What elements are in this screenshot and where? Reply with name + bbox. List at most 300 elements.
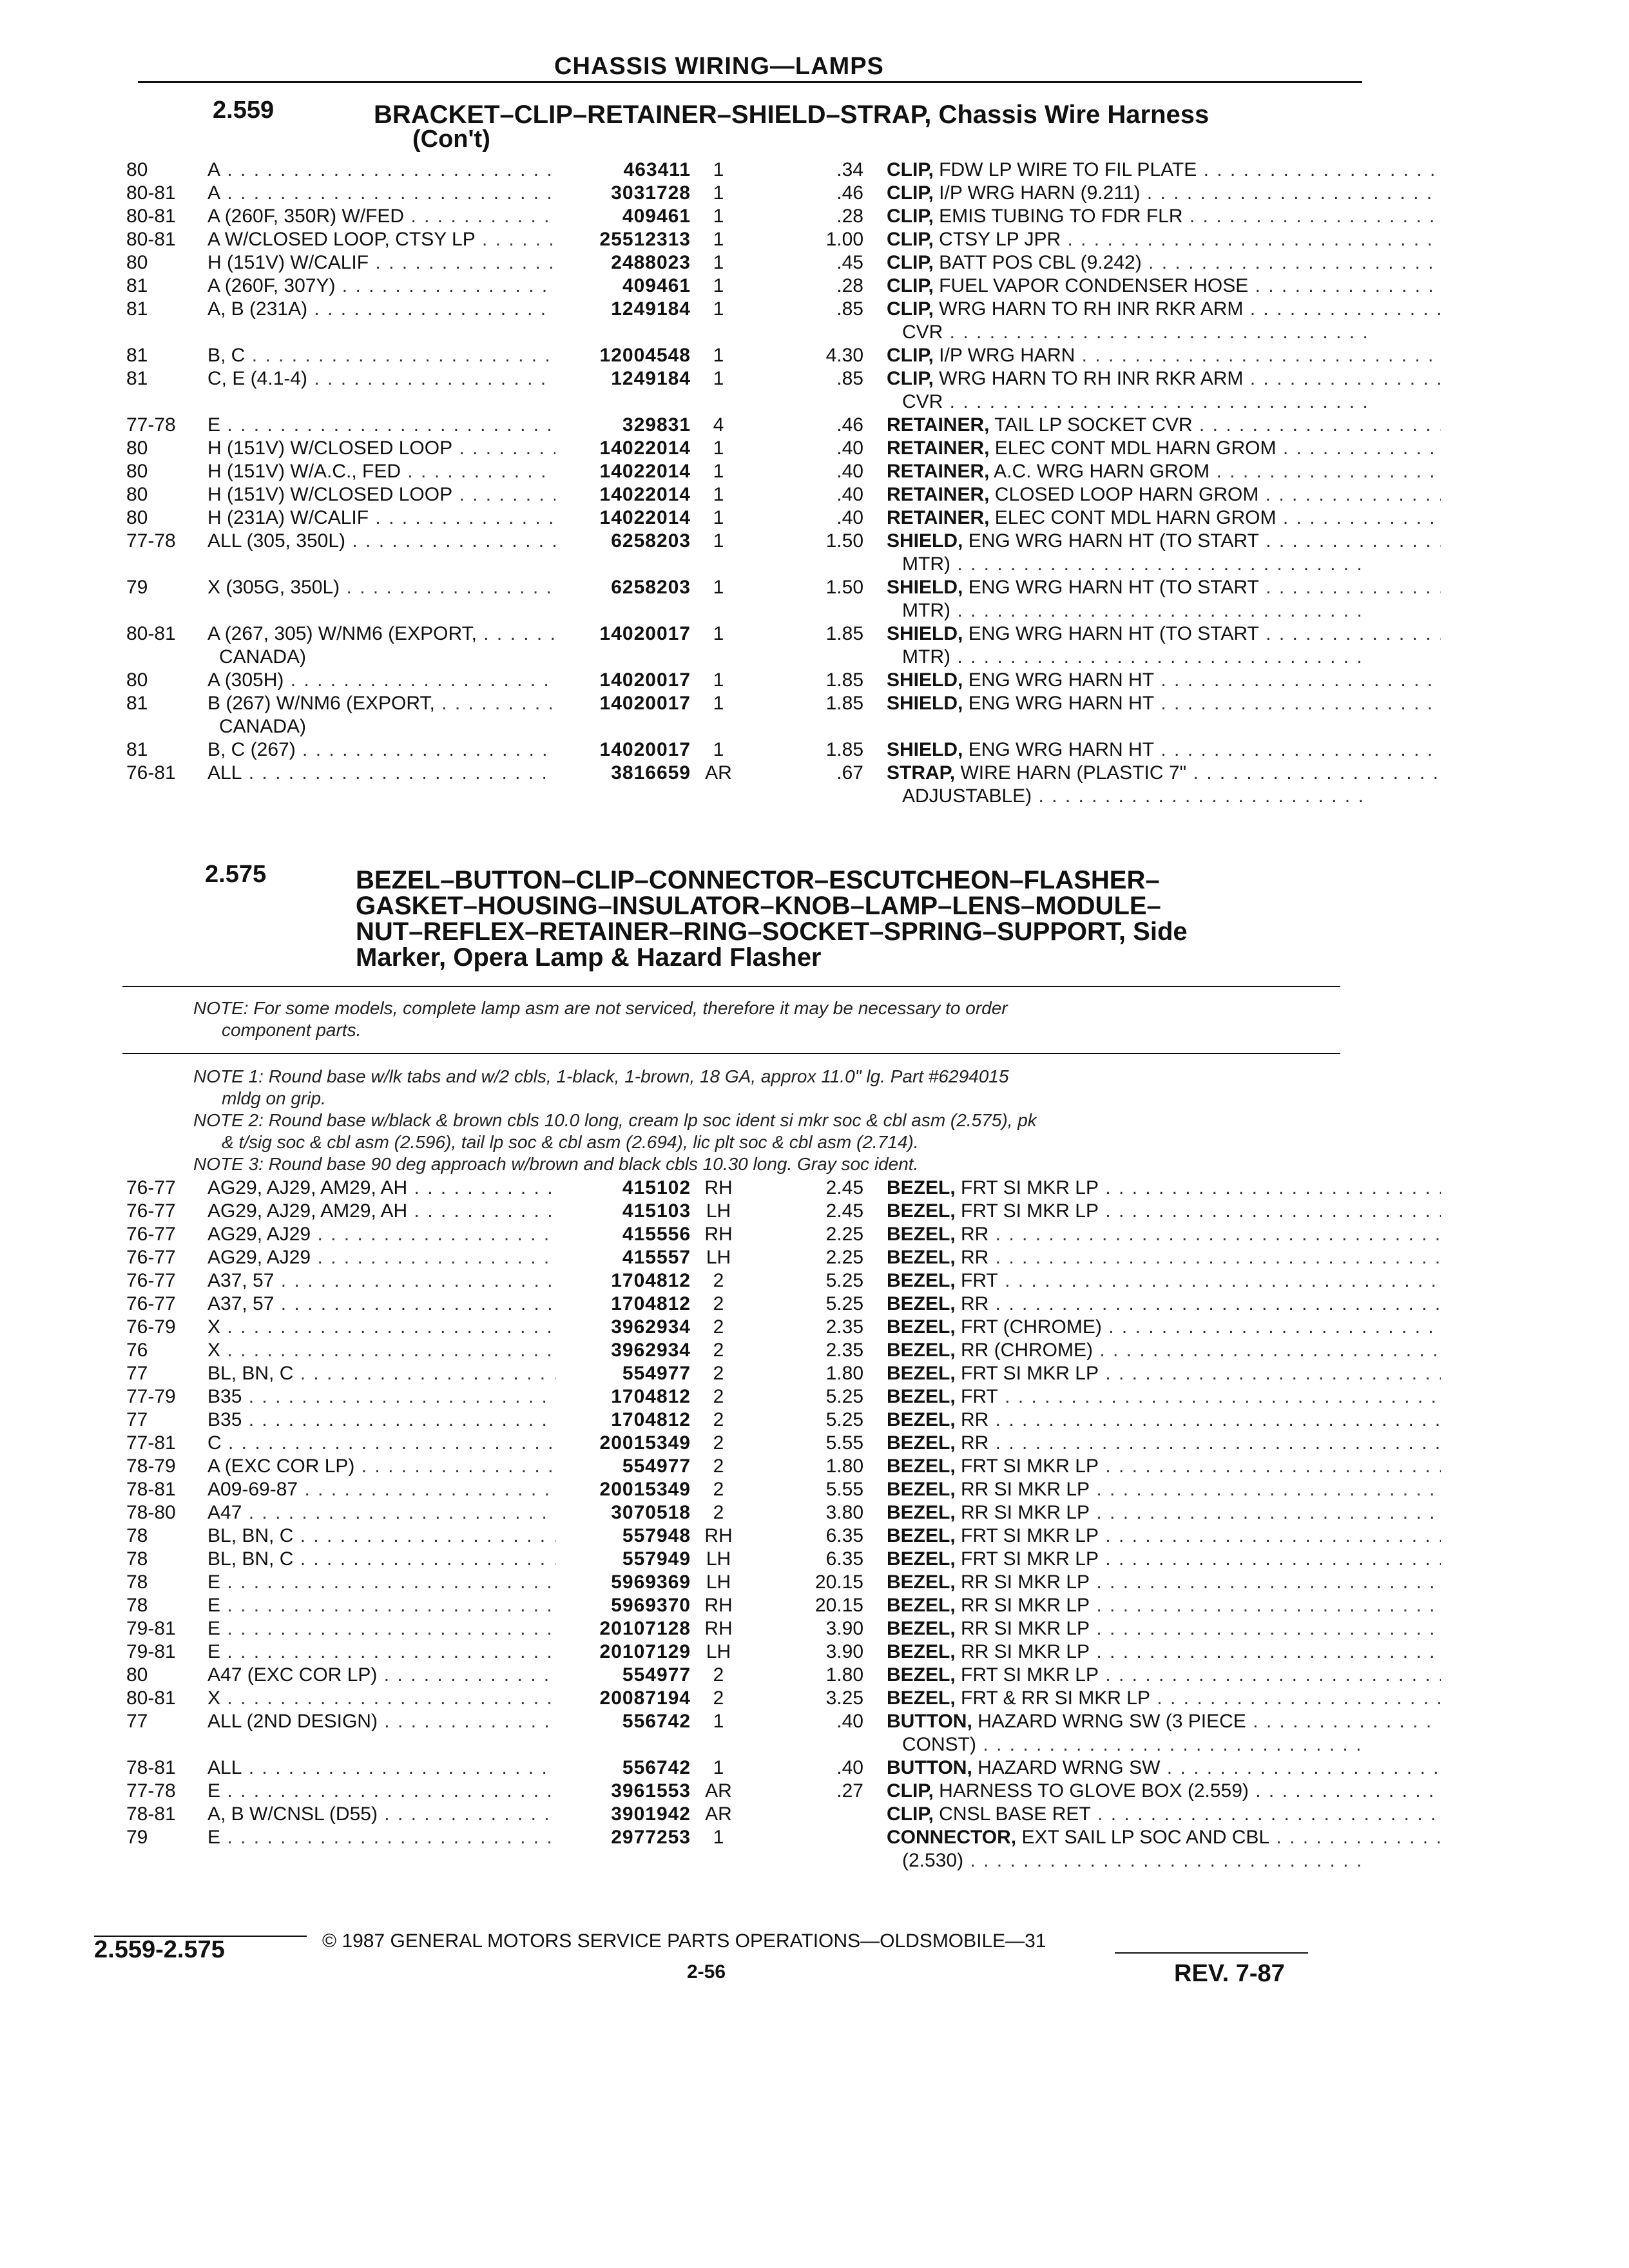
year-cell: 77-78 [126,530,176,552]
model-cell: E . . . [207,1640,555,1664]
price-cell: 1.00 [825,229,863,250]
price-cell: .27 [836,1780,863,1802]
part-number-cell: 415102 [622,1177,691,1198]
part-number-cell: 2488023 [611,252,691,273]
model-cell: BL, BN, C . . . [207,1524,555,1548]
description-text: BATT POS CBL (9.242) . . . [934,252,1441,273]
section1-row [0,182,1629,205]
part-number-cell: 20087194 [599,1687,691,1709]
quantity-cell: 2 [713,1687,724,1709]
description-text: RR SI MKR LP . . . [956,1502,1441,1523]
price-cell: 6.35 [825,1525,863,1546]
part-number-cell: 14022014 [599,437,691,459]
year-cell: 80-81 [126,182,176,204]
description-item-name: CLIP, [887,275,934,296]
model-cell: E . . . [207,414,555,437]
description-text: CLOSED LOOP HARN GROM . . . [989,484,1441,505]
model-cell: A . . . [207,159,555,182]
quantity-cell: 1 [713,206,724,227]
description-item-name: BEZEL, [887,1687,956,1709]
price-cell: .40 [836,1711,863,1732]
description-text: CNSL BASE RET . . . [934,1803,1441,1825]
model-cell: BL, BN, C . . . [207,1548,555,1571]
year-cell: 76-77 [126,1293,176,1314]
note-2-line-2: & t/sig soc & cbl asm (2.596), tail lp soc & cbl asm (2.694), lic plt soc & cbl asm (2.714). [222,1132,919,1152]
year-cell: 79-81 [126,1618,176,1639]
price-cell: 1.85 [825,669,863,691]
part-number-cell: 20107128 [599,1618,691,1639]
price-cell: 1.80 [825,1363,863,1384]
model-cell: AG29, AJ29, AM29, AH . . . [207,1200,555,1223]
quantity-cell: 1 [713,1827,724,1848]
description-continuation: CVR . . . [902,321,1366,344]
year-cell: 81 [126,693,148,714]
section2-row [0,1524,1629,1548]
description-item-name: SHIELD, [887,577,963,598]
description-cell [887,344,1441,367]
quantity-cell: 1 [713,693,724,714]
description-item-name: SHIELD, [887,693,963,714]
description-item-name: SHIELD, [887,669,963,691]
year-cell: 78-79 [126,1456,176,1477]
year-cell: 81 [126,368,148,389]
description-cell [887,1594,1441,1617]
description-text: RR SI MKR LP . . . [956,1641,1441,1662]
price-cell: 3.90 [825,1618,863,1639]
description-cell [887,1177,1441,1200]
description-cell [887,274,1441,298]
year-cell: 78 [126,1525,148,1546]
quantity-cell: 2 [713,1479,724,1500]
section2-row [0,1339,1629,1362]
quantity-cell: LH [706,1548,731,1570]
model-cell: A (260F, 307Y) . . . [207,274,555,298]
section2-row [0,1385,1629,1408]
model-cell: A (267, 305) W/NM6 (EXPORT, . . . [207,622,555,646]
year-cell: 77-78 [126,414,176,436]
description-item-name: SHIELD, [887,623,963,644]
section1-row [0,205,1629,228]
model-cell: C . . . [207,1432,555,1455]
model-cell: X . . . [207,1687,555,1710]
model-cell: AG29, AJ29 . . . [207,1246,555,1269]
section2-row [0,1548,1629,1571]
year-cell: 76-77 [126,1177,176,1198]
model-cell: E . . . [207,1594,555,1617]
part-number-cell: 1704812 [611,1409,691,1430]
part-number-cell: 554977 [622,1664,691,1686]
quantity-cell: 2 [713,1363,724,1384]
part-number-cell: 556742 [622,1711,691,1732]
price-cell: 2.35 [825,1340,863,1361]
year-cell: 76-79 [126,1316,176,1338]
quantity-cell: LH [706,1247,731,1268]
model-cell: B35 . . . [207,1408,555,1432]
description-text: RR SI MKR LP . . . [956,1479,1441,1500]
year-cell: 77 [126,1711,148,1732]
quantity-cell: 2 [713,1386,724,1407]
section2-row [0,1710,1629,1733]
part-number-cell: 14022014 [599,507,691,528]
description-text: I/P WRG HARN . . . [934,345,1441,366]
description-item-name: CLIP, [887,1780,934,1802]
price-cell: 3.90 [825,1641,863,1662]
description-text: HAZARD WRNG SW . . . [972,1757,1441,1778]
price-cell: .85 [836,368,863,389]
note-main-line-2: component parts. [222,1020,361,1040]
description-item-name: BEZEL, [887,1456,956,1477]
part-number-cell: 1249184 [611,368,691,389]
section1-row [0,228,1629,251]
note-3: NOTE 3: Round base 90 deg approach w/brown and black cbls 10.30 long. Gray soc ident. [193,1154,919,1174]
section2-row [0,1501,1629,1524]
description-item-name: BEZEL, [887,1177,956,1198]
year-cell: 80 [126,507,148,528]
part-number-cell: 5969370 [611,1595,691,1616]
quantity-cell: 2 [713,1293,724,1314]
year-cell: 77-81 [126,1432,176,1454]
section2-row [0,1826,1629,1849]
description-text: RR SI MKR LP . . . [956,1571,1441,1593]
price-cell: .45 [836,252,863,273]
year-cell: 79 [126,1827,148,1848]
description-cell [887,1803,1441,1826]
price-cell: 5.55 [825,1479,863,1500]
part-number-cell: 5969369 [611,1571,691,1593]
part-number-cell: 1704812 [611,1270,691,1291]
description-item-name: RETAINER, [887,484,990,505]
part-number-cell: 3962934 [611,1316,691,1338]
part-number-cell: 14022014 [599,484,691,505]
year-cell: 76-77 [126,1270,176,1291]
part-number-cell: 6258203 [611,530,691,552]
model-cell: X . . . [207,1316,555,1339]
model-cell: A (EXC COR LP) . . . [207,1455,555,1478]
price-cell: .40 [836,1757,863,1778]
footer-page-number: 2-56 [687,1961,726,1983]
note-rule-bottom [122,1053,1340,1054]
price-cell: 1.80 [825,1456,863,1477]
model-cell: A, B (231A) . . . [207,298,555,321]
section2-row [0,1408,1629,1432]
description-cell [887,1571,1441,1594]
section1-row [0,344,1629,367]
description-text: FRT (CHROME) . . . [956,1316,1441,1338]
model-continuation: CANADA) [219,716,307,737]
footer-revision: REV. 7-87 [1174,1960,1285,1987]
description-text: RR SI MKR LP . . . [956,1618,1441,1639]
description-item-name: RETAINER, [887,414,990,436]
description-text: A.C. WRG HARN GROM . . . [989,461,1441,482]
description-continuation: ADJUSTABLE) . . . [902,785,1366,808]
year-cell: 78 [126,1548,148,1570]
quantity-cell: RH [704,1177,733,1198]
description-continuation: MTR) . . . [902,646,1366,669]
description-cell [887,669,1441,692]
quantity-cell: RH [704,1224,733,1245]
description-cell [887,1455,1441,1478]
section2-row [0,1316,1629,1339]
year-cell: 80-81 [126,206,176,227]
model-cell: E . . . [207,1780,555,1803]
description-continuation: CVR . . . [902,390,1366,414]
description-item-name: STRAP, [887,762,956,783]
quantity-cell: RH [704,1525,733,1546]
description-continuation: MTR) . . . [902,553,1366,576]
description-item-name: CLIP, [887,345,934,366]
price-cell: .67 [836,762,863,783]
part-number-cell: 2977253 [611,1827,691,1848]
model-cell: B35 . . . [207,1385,555,1408]
model-cell: B, C (267) . . . [207,738,555,762]
section2-row [0,1223,1629,1246]
quantity-cell: LH [706,1641,731,1662]
year-cell: 78-81 [126,1479,176,1500]
description-cell [887,460,1441,483]
footer-copyright: © 1987 GENERAL MOTORS SERVICE PARTS OPERATIONS—OLDSMOBILE—31 [322,1930,1046,1952]
price-cell: 4.30 [825,345,863,366]
description-cell [887,1756,1441,1780]
description-text: RR . . . [956,1247,1441,1268]
description-text: ENG WRG HARN HT (TO START . . . [963,623,1441,644]
year-cell: 80-81 [126,623,176,644]
quantity-cell: 1 [713,298,724,320]
description-cell [887,414,1441,437]
note-rule-top [122,986,1340,987]
year-cell: 80 [126,252,148,273]
description-item-name: BEZEL, [887,1270,956,1291]
model-cell: A (260F, 350R) W/FED . . . [207,205,555,228]
description-text: ENG WRG HARN HT . . . [963,669,1441,691]
note-main-line-1: NOTE: For some models, complete lamp asm are not serviced, therefore it may be necessary to order [193,998,1008,1018]
description-cell [887,1316,1441,1339]
description-cell [887,1780,1441,1803]
description-text: RR . . . [956,1293,1441,1314]
footer-section-range: 2.559-2.575 [94,1936,225,1963]
quantity-cell: 1 [713,669,724,691]
description-item-name: CLIP, [887,368,934,389]
part-number-cell: 14020017 [599,693,691,714]
quantity-cell: RH [704,1618,733,1639]
price-cell: 1.85 [825,739,863,760]
description-item-name: CONNECTOR, [887,1827,1017,1848]
model-cell: AG29, AJ29 . . . [207,1223,555,1246]
part-number-cell: 557948 [622,1525,691,1546]
description-cell [887,622,1441,646]
part-number-cell: 20015349 [599,1432,691,1454]
description-item-name: BEZEL, [887,1479,956,1500]
description-cell [887,738,1441,762]
section2-row [0,1780,1629,1803]
model-cell: ALL (305, 350L) . . . [207,530,555,553]
quantity-cell: AR [705,1803,732,1825]
section2-row [0,1640,1629,1664]
part-number-cell: 1249184 [611,298,691,320]
quantity-cell: 2 [713,1664,724,1686]
section1-row [0,251,1629,274]
model-cell: AG29, AJ29, AM29, AH . . . [207,1177,555,1200]
section1-row [0,437,1629,460]
year-cell: 80-81 [126,1687,176,1709]
price-cell: 2.25 [825,1247,863,1268]
section1-row [0,762,1629,785]
description-item-name: BEZEL, [887,1200,956,1222]
year-cell: 80 [126,461,148,482]
description-text: EXT SAIL LP SOC AND CBL . . . [1016,1827,1441,1848]
section2-row [0,1177,1629,1200]
year-cell: 78 [126,1571,148,1593]
quantity-cell: 1 [713,530,724,552]
price-cell: 20.15 [815,1595,863,1616]
section2-row [0,1269,1629,1293]
section1-row [0,367,1629,390]
description-text: FRT & RR SI MKR LP . . . [956,1687,1441,1709]
quantity-cell: 1 [713,507,724,528]
description-item-name: BUTTON, [887,1711,972,1732]
part-number-cell: 329831 [622,414,691,436]
model-cell: E . . . [207,1571,555,1594]
price-cell: .40 [836,461,863,482]
price-cell: .46 [836,182,863,204]
description-cell [887,1640,1441,1664]
price-cell: 2.45 [825,1200,863,1222]
part-number-cell: 409461 [622,275,691,296]
part-number-cell: 1704812 [611,1386,691,1407]
description-cell [887,1826,1441,1849]
section2-row [0,1455,1629,1478]
section2-row [0,1432,1629,1455]
description-cell [887,1385,1441,1408]
description-text: FRT SI MKR LP . . . [956,1363,1441,1384]
section1-row [0,414,1629,437]
quantity-cell: 2 [713,1502,724,1523]
price-cell: 6.35 [825,1548,863,1570]
description-item-name: BEZEL, [887,1664,956,1686]
description-text: HAZARD WRNG SW (3 PIECE . . . [972,1711,1441,1732]
part-number-cell: 557949 [622,1548,691,1570]
description-cell [887,530,1441,553]
description-item-name: BEZEL, [887,1386,956,1407]
price-cell: .85 [836,298,863,320]
price-cell: 5.25 [825,1293,863,1314]
part-number-cell: 463411 [623,159,691,180]
part-number-cell: 1704812 [611,1293,691,1314]
part-number-cell: 3031728 [611,182,691,204]
year-cell: 78 [126,1595,148,1616]
description-text: FRT . . . [956,1270,1441,1291]
part-number-cell: 6258203 [611,577,691,598]
description-text: ELEC CONT MDL HARN GROM . . . [989,507,1441,528]
description-cell [887,1408,1441,1432]
description-text: TAIL LP SOCKET CVR . . . [989,414,1441,436]
price-cell: 1.50 [825,577,863,598]
description-text: EMIS TUBING TO FDR FLR . . . [934,206,1441,227]
description-item-name: SHIELD, [887,530,963,552]
description-cell [887,182,1441,205]
year-cell: 81 [126,298,148,320]
description-item-name: BUTTON, [887,1757,972,1778]
description-cell [887,1524,1441,1548]
section1-subtitle: (Con't) [412,126,490,153]
year-cell: 79-81 [126,1641,176,1662]
model-cell: A09-69-87 . . . [207,1478,555,1501]
description-text: FRT SI MKR LP . . . [956,1177,1441,1198]
year-cell: 80 [126,159,148,180]
description-text: FUEL VAPOR CONDENSER HOSE . . . [934,275,1441,296]
part-number-cell: 415557 [622,1247,691,1268]
description-item-name: BEZEL, [887,1618,956,1639]
description-text: I/P WRG HARN (9.211) . . . [934,182,1441,204]
note-1-line-2: mldg on grip. [222,1088,326,1108]
section1-row [0,738,1629,762]
section2-row [0,1687,1629,1710]
description-item-name: BEZEL, [887,1340,956,1361]
price-cell: .46 [836,414,863,436]
price-cell: 20.15 [815,1571,863,1593]
description-cell [887,1687,1441,1710]
description-cell [887,159,1441,182]
description-text: RR SI MKR LP . . . [956,1595,1441,1616]
description-item-name: BEZEL, [887,1247,956,1268]
model-cell: H (151V) W/CLOSED LOOP . . . [207,437,555,460]
description-text: HARNESS TO GLOVE BOX (2.559) . . . [934,1780,1441,1802]
price-cell: .40 [836,437,863,459]
model-cell: A37, 57 . . . [207,1269,555,1293]
description-item-name: RETAINER, [887,437,990,459]
description-item-name: BEZEL, [887,1409,956,1430]
description-text: RR (CHROME) . . . [956,1340,1441,1361]
quantity-cell: 1 [713,484,724,505]
price-cell: 2.45 [825,1177,863,1198]
part-number-cell: 415103 [622,1200,691,1222]
quantity-cell: 4 [713,414,724,436]
model-cell: E . . . [207,1826,555,1849]
quantity-cell: LH [706,1200,731,1222]
part-number-cell: 554977 [622,1363,691,1384]
year-cell: 76-77 [126,1224,176,1245]
description-cell [887,1710,1441,1733]
description-text: WRG HARN TO RH INR RKR ARM . . . [934,298,1441,320]
part-number-cell: 12004548 [599,345,691,366]
price-cell: 1.85 [825,693,863,714]
year-cell: 80 [126,437,148,459]
part-number-cell: 20015349 [599,1479,691,1500]
quantity-cell: 1 [713,275,724,296]
description-item-name: RETAINER, [887,507,990,528]
quantity-cell: 2 [713,1340,724,1361]
year-cell: 80 [126,484,148,505]
description-item-name: BEZEL, [887,1571,956,1593]
model-cell: A37, 57 . . . [207,1293,555,1316]
year-cell: 80 [126,669,148,691]
price-cell: 5.25 [825,1409,863,1430]
section1-row [0,622,1629,646]
section1-title: BRACKET–CLIP–RETAINER–SHIELD–STRAP, Chassis Wire Harness [374,101,1210,129]
description-item-name: BEZEL, [887,1432,956,1454]
price-cell: .28 [836,275,863,296]
price-cell: .40 [836,507,863,528]
part-number-cell: 14022014 [599,461,691,482]
price-cell: .34 [836,159,863,180]
year-cell: 81 [126,275,148,296]
year-cell: 76-81 [126,762,176,783]
price-cell: 2.35 [825,1316,863,1338]
model-cell: H (231A) W/CALIF . . . [207,506,555,530]
description-cell [887,692,1441,715]
model-cell: A W/CLOSED LOOP, CTSY LP . . . [207,228,555,251]
quantity-cell: 2 [713,1432,724,1454]
model-cell: C, E (4.1-4) . . . [207,367,555,390]
